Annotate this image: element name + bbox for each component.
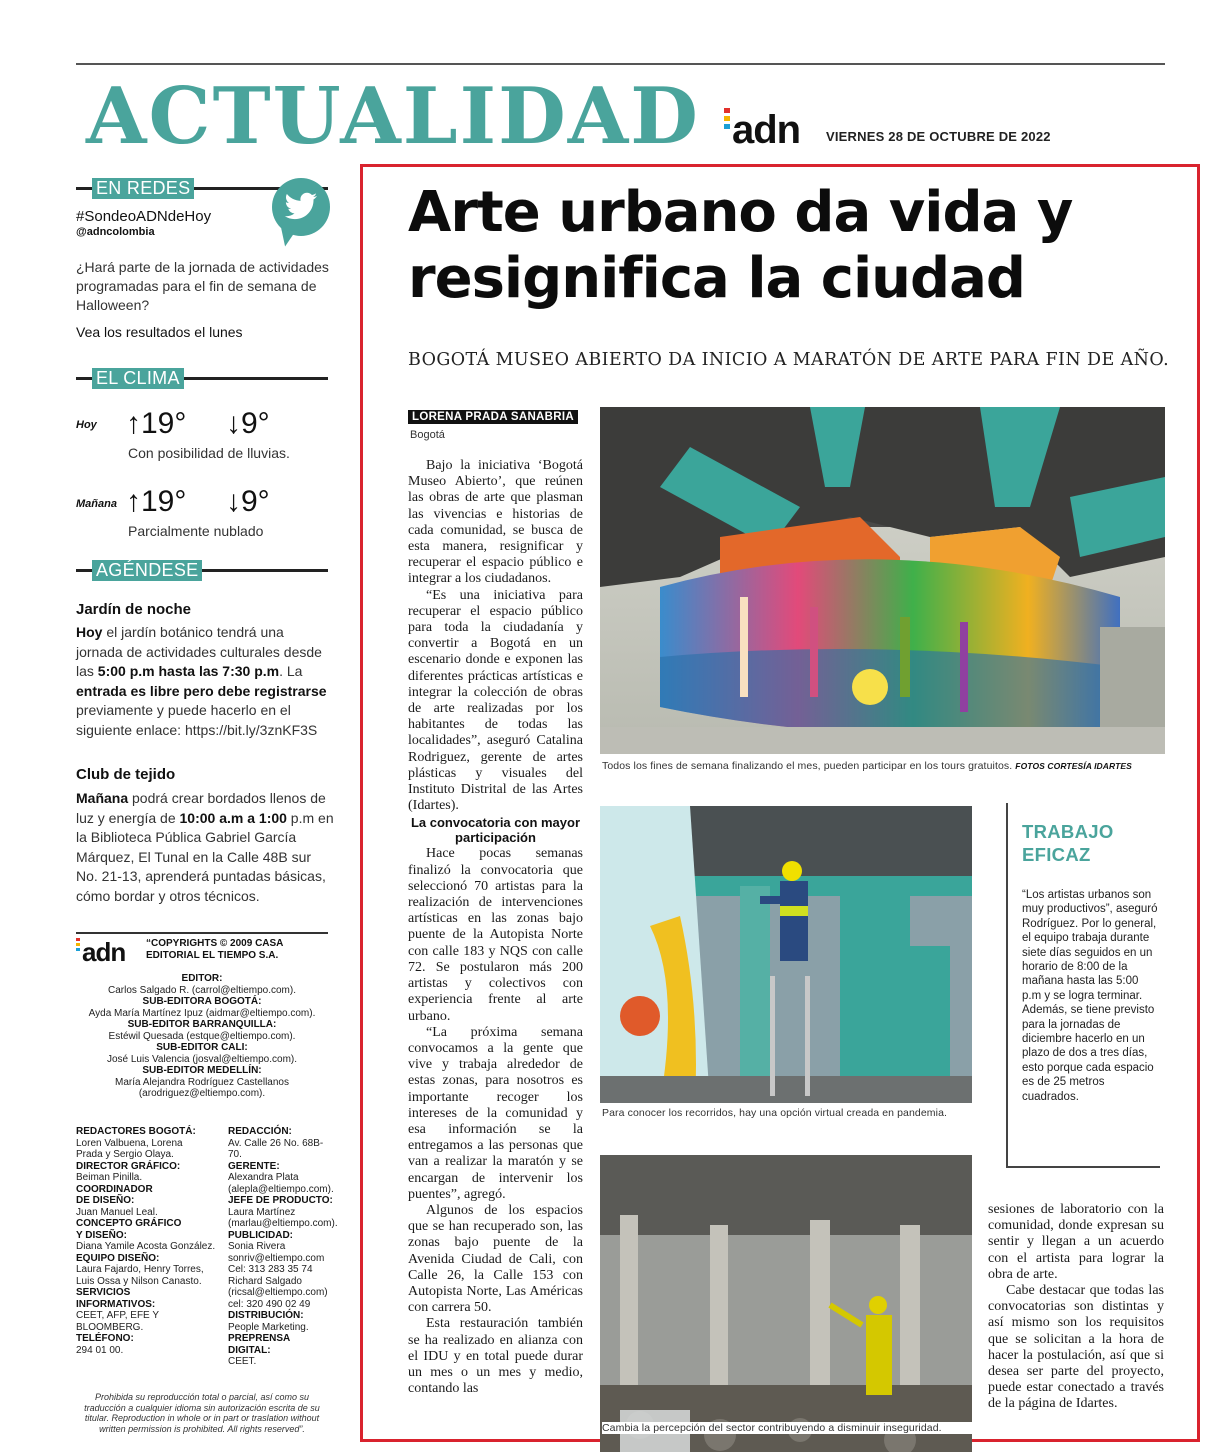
event-title: Club de tejido [76, 766, 176, 783]
paragraph: Hace pocas semanas finalizó la convocatoria que seleccionó 70 artistas para la realización de intervenciones artísticas en las zonas bajo puente de la Autopista Norte con calle 183 y NQS con calle 72. Se postularon más 200 artistas y colectivos con experiencia frente al arte urbano. [408, 846, 583, 1024]
poll-question: ¿Hará parte de la jornada de actividades programadas para el fin de semana de Halloween? [76, 259, 329, 313]
editorial-staff [76, 973, 328, 1100]
event-text: . La [279, 663, 303, 679]
sidebox-trabajo-eficaz [1006, 803, 1160, 1168]
disclaimer: Prohibida su reproducción total o parcial, así como su traducción a cualquier idioma sin autorización escrita de su titular. Reproduction in whole or in part or traslation without written permission is prohibited. All rights reserved”. [84, 1392, 320, 1434]
staff-role: COORDINADOR [76, 1183, 153, 1195]
staff-name: Laura Fajardo, Henry Torres, [76, 1264, 204, 1275]
staff-role: GERENTE: [228, 1160, 280, 1172]
photo-credit: FOTOS CORTESÍA IDARTES [1015, 761, 1132, 771]
staff-name: (ricsal@eltiempo.com) [228, 1287, 328, 1298]
staff-name: Loren Valbuena, Lorena [76, 1137, 183, 1149]
issue-date: VIERNES 28 DE OCTUBRE DE 2022 [826, 129, 1051, 144]
staff-name: José Luis Valencia (josval@eltiempo.com). [106, 1053, 298, 1065]
clima-label: EL CLIMA [92, 368, 184, 389]
staff-left-column [76, 1126, 216, 1356]
photo-caption [602, 760, 1167, 772]
staff-name: Prada y Sergio Olaya. [76, 1149, 174, 1160]
paragraph: Cabe destacar que todas las convocatorias son distintas y así mismo son los requisitos que se solicitan a la hora de hacer la postulación, así que si desea ser parte del proyecto, puede estar conectado a través de la página de Idartes. [988, 1283, 1164, 1412]
staff-name: People Marketing. [228, 1321, 309, 1333]
sidebox-text: “Los artistas urbanos son muy productivos”, aseguró Rodríguez. Por lo general, el equipo trabaja durante siete días seguidos en un horario de 8:00 de la mañana hasta las 5:00 p.m y se logra terminar. Además, se tiene previsto para la jornadas de diciembre hacerlo en un plazo de dos a tres días, esto porque cada espacio es de 25 metros cuadrados. [1022, 889, 1158, 1103]
staff-role: EQUIPO DISEÑO: [76, 1252, 160, 1264]
weather-today-low: ↓9° [226, 407, 270, 440]
staff-name: CEET, AFP, EFE Y BLOOMBERG. [76, 1310, 159, 1333]
staff-name: Av. Calle 26 No. 68B-70. [228, 1137, 324, 1160]
staff-role: SUB-EDITOR BARRANQUILLA: [127, 1019, 277, 1030]
staff-role: SUB-EDITOR CALI: [156, 1042, 248, 1053]
staff-name: Beiman Pinilla. [76, 1172, 143, 1183]
staff-name: Juan Manuel Leal. [76, 1206, 158, 1218]
weather-tomorrow-high: ↑19° [126, 485, 187, 518]
staff-role: REDACCIÓN: [228, 1126, 292, 1137]
staff-name: Carlos Salgado R. (carrol@eltiempo.com). [108, 984, 296, 996]
hashtag: #SondeoADNdeHoy [76, 208, 212, 225]
weather-tomorrow-desc: Parcialmente nublado [128, 523, 264, 539]
paragraph: “Es una iniciativa para recuperar el espacio público para toda la ciudadanía y convertir a Bogotá en un escenario donde e exponen las diferentes prácticas artísticas e integrar la colección de obras de arte realizadas por los habitantes de todas las localidades”, aseguró Catalina Rodriguez, gerente de artes plásticas y visuales del Instituto Distrital de las Artes (Idartes). [408, 587, 583, 814]
adn-logo-small [76, 938, 125, 966]
weather-today-label: Hoy [76, 419, 97, 431]
staff-name: María Alejandra Rodríguez Castellanos [115, 1076, 289, 1088]
article-body-column-3 [988, 1202, 1164, 1413]
staff-role: Y DISEÑO: [76, 1229, 127, 1241]
staff-role: INFORMATIVOS: [76, 1298, 156, 1310]
staff-role: DIRECTOR GRÁFICO: [76, 1160, 181, 1172]
twitter-handle: @adncolombia [76, 226, 155, 238]
byline: LORENA PRADA SANABRIA [408, 410, 578, 424]
photo-caption: Para conocer los recorridos, hay una opción virtual creada en pandemia. [602, 1107, 948, 1119]
logo-color-bars [76, 938, 80, 953]
caption-text: Todos los fines de semana finalizando el mes, pueden participar en los tours gratuitos. [602, 760, 1013, 772]
sidebox-title: TRABAJO EFICAZ [1022, 821, 1114, 865]
staff-name: Estéwil Quesada (estque@eltiempo.com). [108, 1030, 296, 1042]
staff-role: PREPRENSA DIGITAL: [228, 1333, 290, 1356]
event-highlight: 10:00 a.m a 1:00 [179, 809, 287, 826]
subheading: La convocatoria con mayor participación [410, 815, 581, 846]
staff-role: SERVICIOS [76, 1287, 131, 1298]
paragraph: sesiones de laboratorio con la comunidad, donde expresan su sentir y llegan a un acuerdo con el artista para lograr la obra de arte. [988, 1202, 1164, 1282]
staff-name: (arodriguez@eltiempo.com). [138, 1088, 266, 1099]
staff-name: Richard Salgado [228, 1275, 302, 1287]
logo-color-bars [724, 108, 730, 132]
staff-name: Laura Martínez [228, 1206, 296, 1218]
staff-name: 294 01 00. [76, 1344, 124, 1356]
photo-painter-ladder [600, 806, 972, 1103]
paragraph: Algunos de los espacios que se han recuperado son, las zonas bajo puente de la Avenida Ciudad de Cali, con Calle 26, la Calle 153 con Autopista Norte, Las Américas con carrera 50. [408, 1202, 583, 1316]
staff-role: TELÉFONO: [76, 1333, 134, 1344]
staff-role: DISTRIBUCIÓN: [228, 1310, 304, 1321]
event-text: p.m en la Biblioteca Pública Gabriel García Márquez, El Tunal en la Calle 48B sur No. 21-13, aprenderá puntadas básicas, cómo bordar y otros técnicos. [76, 809, 334, 904]
staff-role: CONCEPTO GRÁFICO [76, 1218, 182, 1229]
dateline: Bogotá [410, 429, 445, 441]
event-title: Jardín de noche [76, 601, 192, 618]
photo-mural-bridge [600, 407, 1165, 754]
deck: BOGOTÁ MUSEO ABIERTO DA INICIO A MARATÓN DE ARTE PARA FIN DE AÑO. [408, 350, 1170, 370]
agendese-heading [76, 560, 328, 580]
clima-heading [76, 368, 328, 388]
staff-role: REDACTORES BOGOTÁ: [76, 1126, 196, 1137]
event-description [76, 789, 334, 906]
top-rule [76, 63, 1165, 65]
paragraph: Esta restauración también se ha realizado en alianza con el IDU y en total puede durar un mes o un mes y medio, contando las [408, 1316, 583, 1397]
event-description [76, 623, 334, 740]
adn-logo [724, 108, 800, 152]
headline: Arte urbano da vida y resignifica la ciudad [408, 180, 1073, 311]
en-redes-label: EN REDES [92, 178, 194, 199]
staff-name: Alexandra Plata [228, 1172, 299, 1183]
photo-caption: Cambia la percepción del sector contribuyendo a disminuir inseguridad. [602, 1422, 982, 1434]
paragraph: Bajo la iniciativa ‘Bogotá Museo Abierto’, que reúnen las obras de arte que plasman las vivencias e historias de cada comunidad, se busca de esta manera, resignificar y recuperar el espacio público e integrar a los ciudadanos. [408, 458, 583, 587]
event-text: podrá crear bordados llenos de luz y energía de [76, 790, 326, 826]
agendese-label: AGÉNDESE [92, 560, 202, 581]
staff-name: Diana Yamile Acosta González. [76, 1241, 216, 1252]
staff-role: JEFE DE PRODUCTO: [228, 1195, 333, 1206]
staff-role: EDITOR: [181, 973, 223, 984]
adn-logo-small-text: adn [82, 937, 126, 967]
staff-name: sonriv@eltiempo.com [228, 1252, 325, 1264]
twitter-bird-icon [272, 178, 330, 236]
weather-tomorrow-label: Mañana [76, 498, 117, 510]
poll-results: Vea los resultados el lunes [76, 324, 243, 340]
photo-worker-underpass [600, 1155, 972, 1452]
staff-name: Cel: 313 283 35 74 [228, 1264, 313, 1275]
event-text: previamente y puede hacerlo en el siguiente enlace: https://bit.ly/3znKF3S [76, 702, 318, 738]
event-highlight: 5:00 p.m hasta las 7:30 p.m [97, 663, 280, 679]
event-highlight: entrada es libre pero debe registrarse [76, 682, 327, 699]
staff-right-column [228, 1126, 338, 1368]
staff-name: CEET. [228, 1356, 257, 1367]
weather-tomorrow-low: ↓9° [226, 485, 270, 518]
staff-role: SUB-EDITOR MEDELLÍN: [142, 1065, 262, 1076]
staff-role: DE DISEÑO: [76, 1195, 135, 1206]
article-body-column-1 [408, 458, 583, 1397]
staff-role: PUBLICIDAD: [228, 1229, 293, 1241]
copyright-notice: “COPYRIGHTS © 2009 CASA EDITORIAL EL TIEMPO S.A. [146, 938, 284, 961]
adn-logo-text: adn [732, 108, 801, 152]
weather-today-high: ↑19° [126, 407, 187, 440]
staff-name: Ayda María Martínez Ipuz (aidmar@eltiempo.com). [88, 1007, 316, 1019]
event-text: el jardín botánico tendrá una jornada de actividades culturales desde las [76, 624, 322, 679]
event-highlight: Hoy [76, 624, 103, 640]
section-title: ACTUALIDAD [86, 71, 700, 162]
staff-name: Luis Ossa y Nilson Canasto. [76, 1275, 202, 1287]
staff-role: SUB-EDITORA BOGOTÁ: [142, 996, 262, 1007]
weather-today-desc: Con posibilidad de lluvias. [128, 445, 290, 461]
event-highlight: Mañana [76, 790, 129, 806]
staff-name: (marlau@eltiempo.com). [228, 1218, 338, 1229]
staff-name: Sonia Rivera [228, 1241, 286, 1252]
staff-name: cel: 320 490 02 49 [228, 1298, 311, 1310]
staff-name: (alepla@eltiempo.com). [228, 1183, 334, 1195]
credits-rule [76, 932, 328, 934]
paragraph: “La próxima semana convocamos a la gente que vive y trabaja alrededor de estas zonas, para nosotros es importante recoger los intereses de la comunidad y esa información se la entregamos a las personas que van a realizar la maratón y se encargan de intervenir los puentes”, agregó. [408, 1024, 583, 1202]
